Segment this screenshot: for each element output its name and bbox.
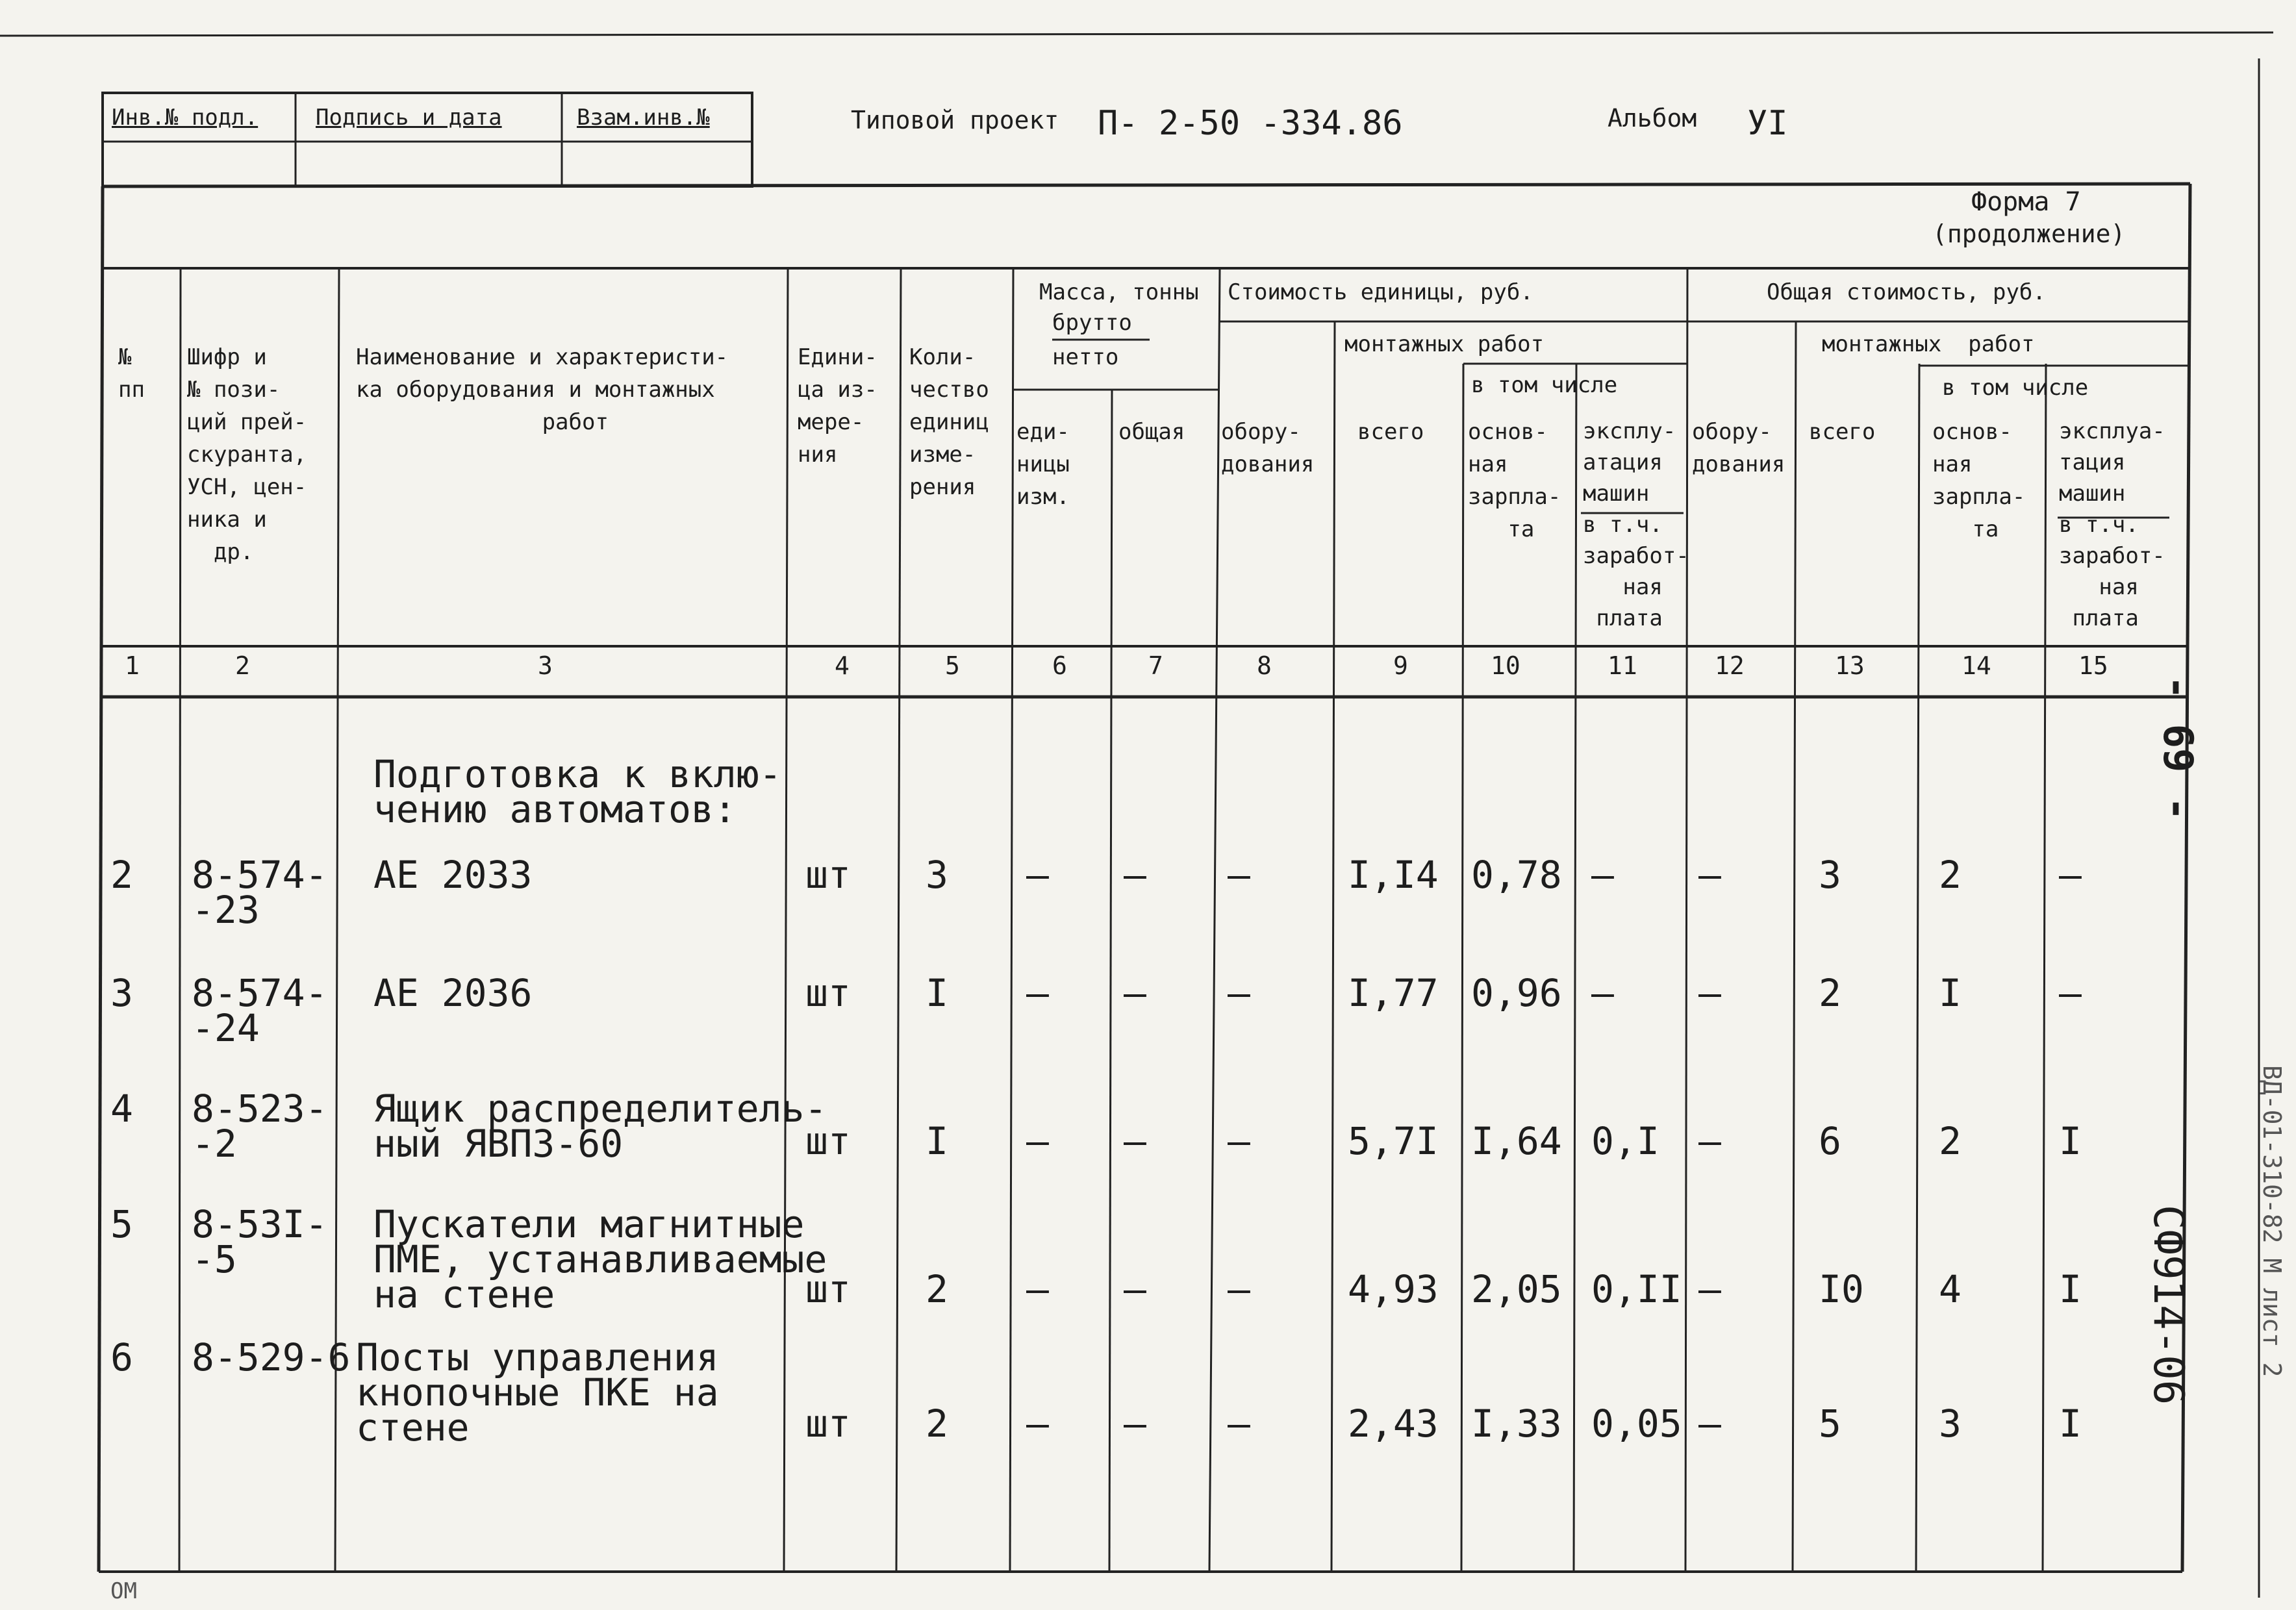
row-total-salary: 2 xyxy=(1939,1119,1962,1163)
row-quantity: I xyxy=(926,971,948,1015)
row-number: 6 xyxy=(110,1335,133,1379)
header-total-cost: Общая стоимость, руб. xyxy=(1767,279,2046,305)
row-total-salary: 4 xyxy=(1939,1267,1962,1311)
form-continuation: (продолжение) xyxy=(1932,220,2126,248)
row-mass-unit: – xyxy=(1026,1119,1049,1163)
row-equipment: – xyxy=(1228,1119,1250,1163)
row-mass-total: – xyxy=(1124,1119,1146,1163)
row-quantity: 3 xyxy=(926,853,948,897)
row-salary: I,64 xyxy=(1471,1119,1562,1163)
row-unit: шт xyxy=(805,971,851,1015)
column-number: 2 xyxy=(235,651,250,680)
row-mass-total: – xyxy=(1124,1267,1146,1311)
header-mass: Масса, тонны xyxy=(1039,279,1199,305)
column-number: 9 xyxy=(1393,651,1408,680)
row-total-install: 3 xyxy=(1819,853,1841,897)
row-mass-unit: – xyxy=(1026,1267,1049,1311)
stamp-replacement-label: Взам.инв.№ xyxy=(577,105,710,131)
album-label: Альбом xyxy=(1608,104,1697,132)
row-total-machines: I xyxy=(2059,1267,2082,1311)
header-machines: эксплу- атация машин в т.ч. заработ- ная плата xyxy=(1583,418,1689,631)
row-total-salary: I xyxy=(1939,971,1962,1015)
header-equipment-total: обору- дования xyxy=(1692,419,1785,477)
column-number: 5 xyxy=(945,651,960,680)
row-unit: шт xyxy=(805,1119,851,1163)
row-mass-unit: – xyxy=(1026,1402,1049,1446)
row-install-total: I,77 xyxy=(1348,971,1439,1015)
column-number: 10 xyxy=(1491,651,1520,680)
row-install-total: 2,43 xyxy=(1348,1402,1439,1446)
header-unit-cost: Стоимость единицы, руб. xyxy=(1228,279,1533,305)
column-number: 8 xyxy=(1257,651,1272,680)
row-code: 8-574- -23 xyxy=(192,853,328,932)
row-code: 8-53I- -5 xyxy=(192,1202,328,1281)
row-install-total: 4,93 xyxy=(1348,1267,1439,1311)
row-total-machines: I xyxy=(2059,1402,2082,1446)
row-mass-total: – xyxy=(1124,853,1146,897)
stamp-inv-label: Инв.№ подл. xyxy=(112,105,259,131)
row-name: АЕ 2033 xyxy=(373,853,533,897)
column-number: 6 xyxy=(1052,651,1067,680)
row-number: 3 xyxy=(110,971,133,1015)
row-salary: I,33 xyxy=(1471,1402,1562,1446)
header-netto: нетто xyxy=(1052,344,1119,370)
column-number: 12 xyxy=(1715,651,1745,680)
row-total-equipment: – xyxy=(1698,853,1721,897)
column-number: 15 xyxy=(2078,651,2108,680)
document-code: СФ914-06 xyxy=(2144,1205,2192,1405)
row-code: 8-529-6 xyxy=(192,1335,351,1379)
row-machines: 0,II xyxy=(1591,1267,1682,1311)
row-machines: – xyxy=(1591,853,1614,897)
column-number: 1 xyxy=(125,651,140,680)
row-total-salary: 3 xyxy=(1939,1402,1962,1446)
header-unit: Едини- ца из- мере- ния xyxy=(798,344,877,468)
row-unit: шт xyxy=(805,853,851,897)
column-number: 14 xyxy=(1962,651,1991,680)
row-total-equipment: – xyxy=(1698,1402,1721,1446)
row-code: 8-523- -2 xyxy=(192,1087,328,1166)
row-equipment: – xyxy=(1228,971,1250,1015)
row-salary: 0,78 xyxy=(1471,853,1562,897)
header-name: Наименование и характеристи- ка оборудования и монтажных работ xyxy=(356,344,729,435)
row-name: АЕ 2036 xyxy=(373,971,533,1015)
row-total-equipment: – xyxy=(1698,1119,1721,1163)
header-number: № пп xyxy=(118,344,145,403)
approval-stamp xyxy=(103,93,752,186)
row-name: Ящик распределитель- ный ЯВПЗ-60 xyxy=(373,1087,827,1166)
row-total-install: I0 xyxy=(1819,1267,1864,1311)
row-total-equipment: – xyxy=(1698,971,1721,1015)
row-total-machines: I xyxy=(2059,1119,2082,1163)
header-mass-unit: еди- ницы изм. xyxy=(1016,419,1070,510)
row-quantity: 2 xyxy=(926,1402,948,1446)
project-code: П- 2-50 -334.86 xyxy=(1098,104,1403,143)
row-machines: – xyxy=(1591,971,1614,1015)
row-mass-unit: – xyxy=(1026,853,1049,897)
header-brutto: брутто xyxy=(1052,310,1132,336)
row-total-salary: 2 xyxy=(1939,853,1962,897)
header-including: в том числе xyxy=(1471,372,1618,398)
row-unit: шт xyxy=(805,1267,851,1311)
row-total-install: 6 xyxy=(1819,1119,1841,1163)
row-equipment: – xyxy=(1228,853,1250,897)
header-installation-total: монтажных работ xyxy=(1822,331,2035,357)
footer-mark: ОМ xyxy=(110,1578,137,1604)
stamp-signature-label: Подпись и дата xyxy=(316,105,502,131)
column-number: 4 xyxy=(835,651,850,680)
header-mass-total: общая xyxy=(1118,419,1185,445)
sheet-reference: ВД-01-310-82 М лист 2 xyxy=(2258,1065,2286,1377)
page-number: - 69 - xyxy=(2154,675,2202,821)
row-install-total: I,I4 xyxy=(1348,853,1439,897)
header-total-all: всего xyxy=(1809,419,1876,445)
form-label: Форма 7 xyxy=(1971,187,2081,217)
row-total-machines: – xyxy=(2059,853,2082,897)
row-mass-total: – xyxy=(1124,971,1146,1015)
row-number: 5 xyxy=(110,1202,133,1246)
header-including-total: в том числе xyxy=(1942,375,2089,401)
row-machines: 0,05 xyxy=(1591,1402,1682,1446)
row-name: Пускатели магнитные ПМЕ, устанавливаемые на стене xyxy=(373,1202,827,1316)
row-salary: 0,96 xyxy=(1471,971,1562,1015)
row-quantity: I xyxy=(926,1119,948,1163)
section-title: Подготовка к вклю- чению автоматов: xyxy=(373,752,782,831)
header-total: всего xyxy=(1357,419,1424,445)
header-equipment: обору- дования xyxy=(1221,419,1315,477)
album-value: УI xyxy=(1747,104,1788,143)
row-quantity: 2 xyxy=(926,1267,948,1311)
row-total-install: 5 xyxy=(1819,1402,1841,1446)
header-installation: монтажных работ xyxy=(1344,331,1545,357)
row-number: 4 xyxy=(110,1087,133,1131)
row-code: 8-574- -24 xyxy=(192,971,328,1050)
row-salary: 2,05 xyxy=(1471,1267,1562,1311)
header-salary-total: основ- ная зарпла- та xyxy=(1932,419,2026,542)
column-number: 7 xyxy=(1148,651,1163,680)
row-mass-unit: – xyxy=(1026,971,1049,1015)
row-install-total: 5,7I xyxy=(1348,1119,1439,1163)
project-label: Типовой проект xyxy=(851,106,1059,134)
row-unit: шт xyxy=(805,1402,851,1446)
row-equipment: – xyxy=(1228,1402,1250,1446)
row-total-install: 2 xyxy=(1819,971,1841,1015)
header-code: Шифр и № пози- ций прей- скуранта, УСН, цен- ника и др. xyxy=(187,344,307,565)
header-salary: основ- ная зарпла- та xyxy=(1468,419,1561,542)
header-quantity: Коли- чество единиц изме- рения xyxy=(909,344,989,500)
row-total-machines: – xyxy=(2059,971,2082,1015)
row-machines: 0,I xyxy=(1591,1119,1659,1163)
row-equipment: – xyxy=(1228,1267,1250,1311)
column-number: 11 xyxy=(1608,651,1637,680)
column-number: 3 xyxy=(538,651,553,680)
row-mass-total: – xyxy=(1124,1402,1146,1446)
row-name: Посты управления кнопочные ПКЕ на стене xyxy=(356,1335,719,1450)
header-machines-total: эксплуа- тация машин в т.ч. заработ- ная плата xyxy=(2059,418,2165,631)
column-number: 13 xyxy=(1835,651,1865,680)
row-number: 2 xyxy=(110,853,133,897)
row-total-equipment: – xyxy=(1698,1267,1721,1311)
